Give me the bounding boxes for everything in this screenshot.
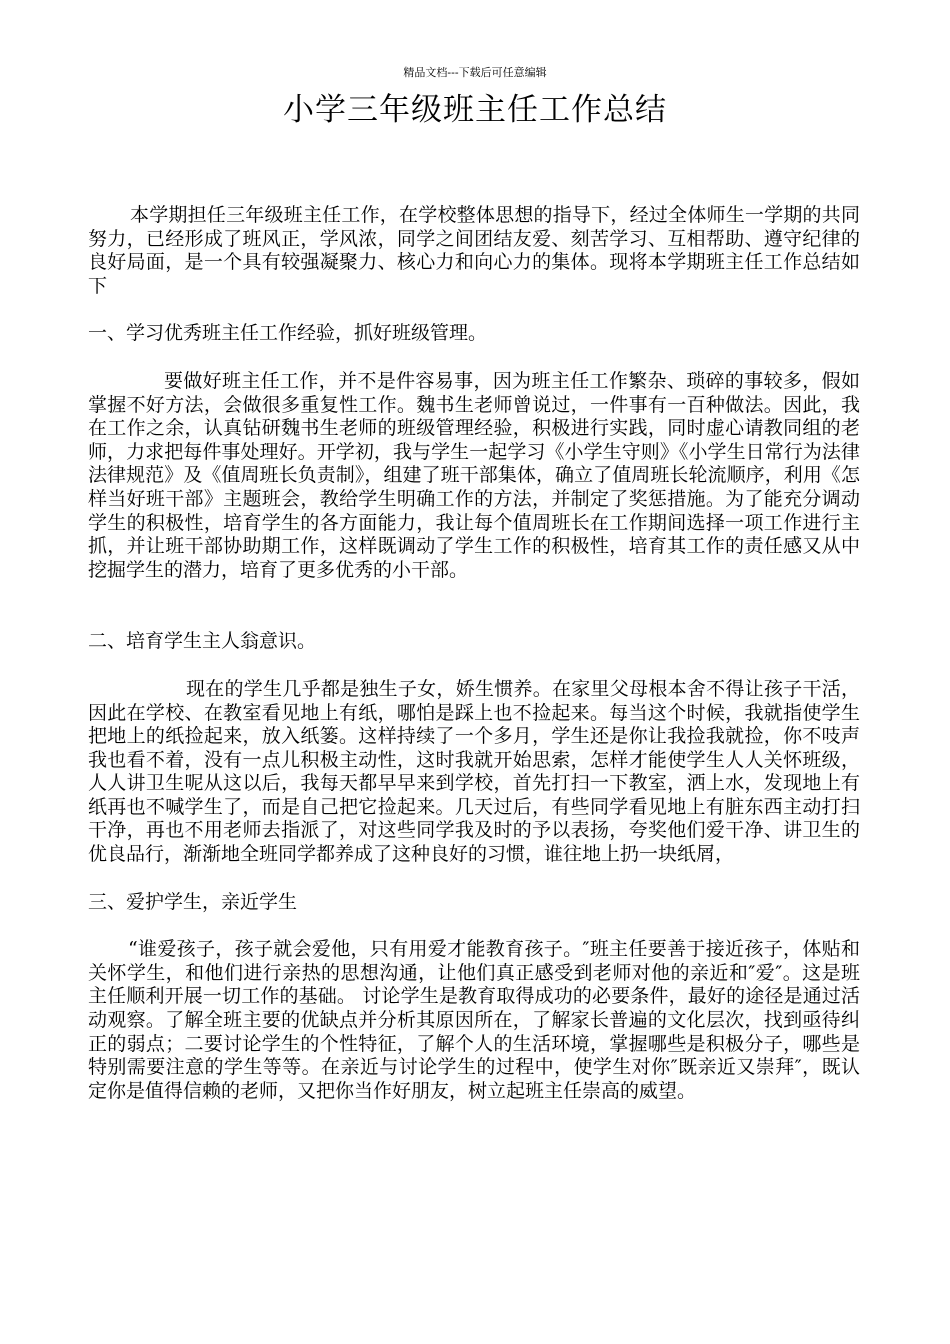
header-note: 精品文档---下载后可任意编辑: [403, 66, 547, 79]
section-3-paragraph: “谁爱孩子，孩子就会爱他，只有用爱才能教育孩子。″班主任要善于接近孩子，体贴和关怀学生，和他们进行亲热的思想沟通，让他们真正感受到老师对他的亲近和″爱″。这是班主任顺利开展一切工作的基础。 讨论学生是教育取得成功的必要条件，最好的途径是通过活动观察。了解全班主要的优缺点并分析其原因所在，了解家长普遍的文化层次，找到亟待纠正的弱点；二要讨论学生的个性特征，了解个人的生活环境，掌握哪些是积极分子，哪些是特别需要注意的学生等等。在亲近与讨论学生的过程中，使学生对你″既亲近又崇拜″，既认定你是值得信赖的老师，又把你当作好朋友，树立起班主任崇高的威望。: [88, 938, 860, 1102]
document-body: [88, 204, 860, 1103]
section-heading-3: 三、爱护学生，亲近学生: [88, 890, 298, 913]
intro-paragraph: 本学期担任三年级班主任工作，在学校整体思想的指导下，经过全体师生一学期的共同努力，已经形成了班风正，学风浓，同学之间团结友爱、刻苦学习、互相帮助、遵守纪律的良好局面，是一个具有较强凝聚力、核心力和向心力的集体。现将本学期班主任工作总结如下: [88, 204, 860, 297]
section-1-paragraph: 要做好班主任工作，并不是件容易事，因为班主任工作繁杂、琐碎的事较多，假如掌握不好方法，会做很多重复性工作。魏书生老师曾说过，一件事有一百种做法。因此，我在工作之余，认真钻研魏书生老师的班级管理经验，积极进行实践，同时虚心请教同组的老师，力求把每件事处理好。开学初，我与学生一起学习《小学生守则》《小学生日常行为法律法律规范》及《值周班长负责制》，组建了班干部集体，确立了值周班长轮流顺序，利用《怎样当好班干部》主题班会，教给学生明确工作的方法，并制定了奖惩措施。为了能充分调动学生的积极性，培育学生的各方面能力，我让每个值周班长在工作期间选择一项工作进行主抓，并让班干部协助期工作，这样既调动了学生工作的积极性，培育其工作的责任感又从中挖掘学生的潜力，培育了更多优秀的小干部。: [88, 369, 860, 581]
page-title: 小学三年级班主任工作总结: [283, 92, 667, 128]
section-heading-1: 一、学习优秀班主任工作经验，抓好班级管理。: [88, 322, 488, 345]
section-2-paragraph: 现在的学生几乎都是独生子女，娇生惯养。在家里父母根本舍不得让孩子干活，因此在学校、在教室看见地上有纸，哪怕是踩上也不捡起来。每当这个时候，我就指使学生把地上的纸捡起来，放入纸篓。这样持续了一个多月，学生还是你让我捡我就捡，你不吱声我也看不着，没有一点儿积极主动性，这时我就开始思索，怎样才能使学生人人关怀班级，人人讲卫生呢从这以后，我每天都早早来到学校，首先打扫一下教室，洒上水，发现地上有纸再也不喊学生了，而是自己把它捡起来。几天过后，有些同学看见地上有脏东西主动打扫干净，再也不用老师去指派了，对这些同学我及时的予以表扬，夸奖他们爱干净、讲卫生的优良品行，渐渐地全班同学都养成了这种良好的习惯，谁往地上扔一块纸屑，: [88, 677, 860, 866]
section-heading-2: 二、培育学生主人翁意识。: [88, 630, 317, 653]
